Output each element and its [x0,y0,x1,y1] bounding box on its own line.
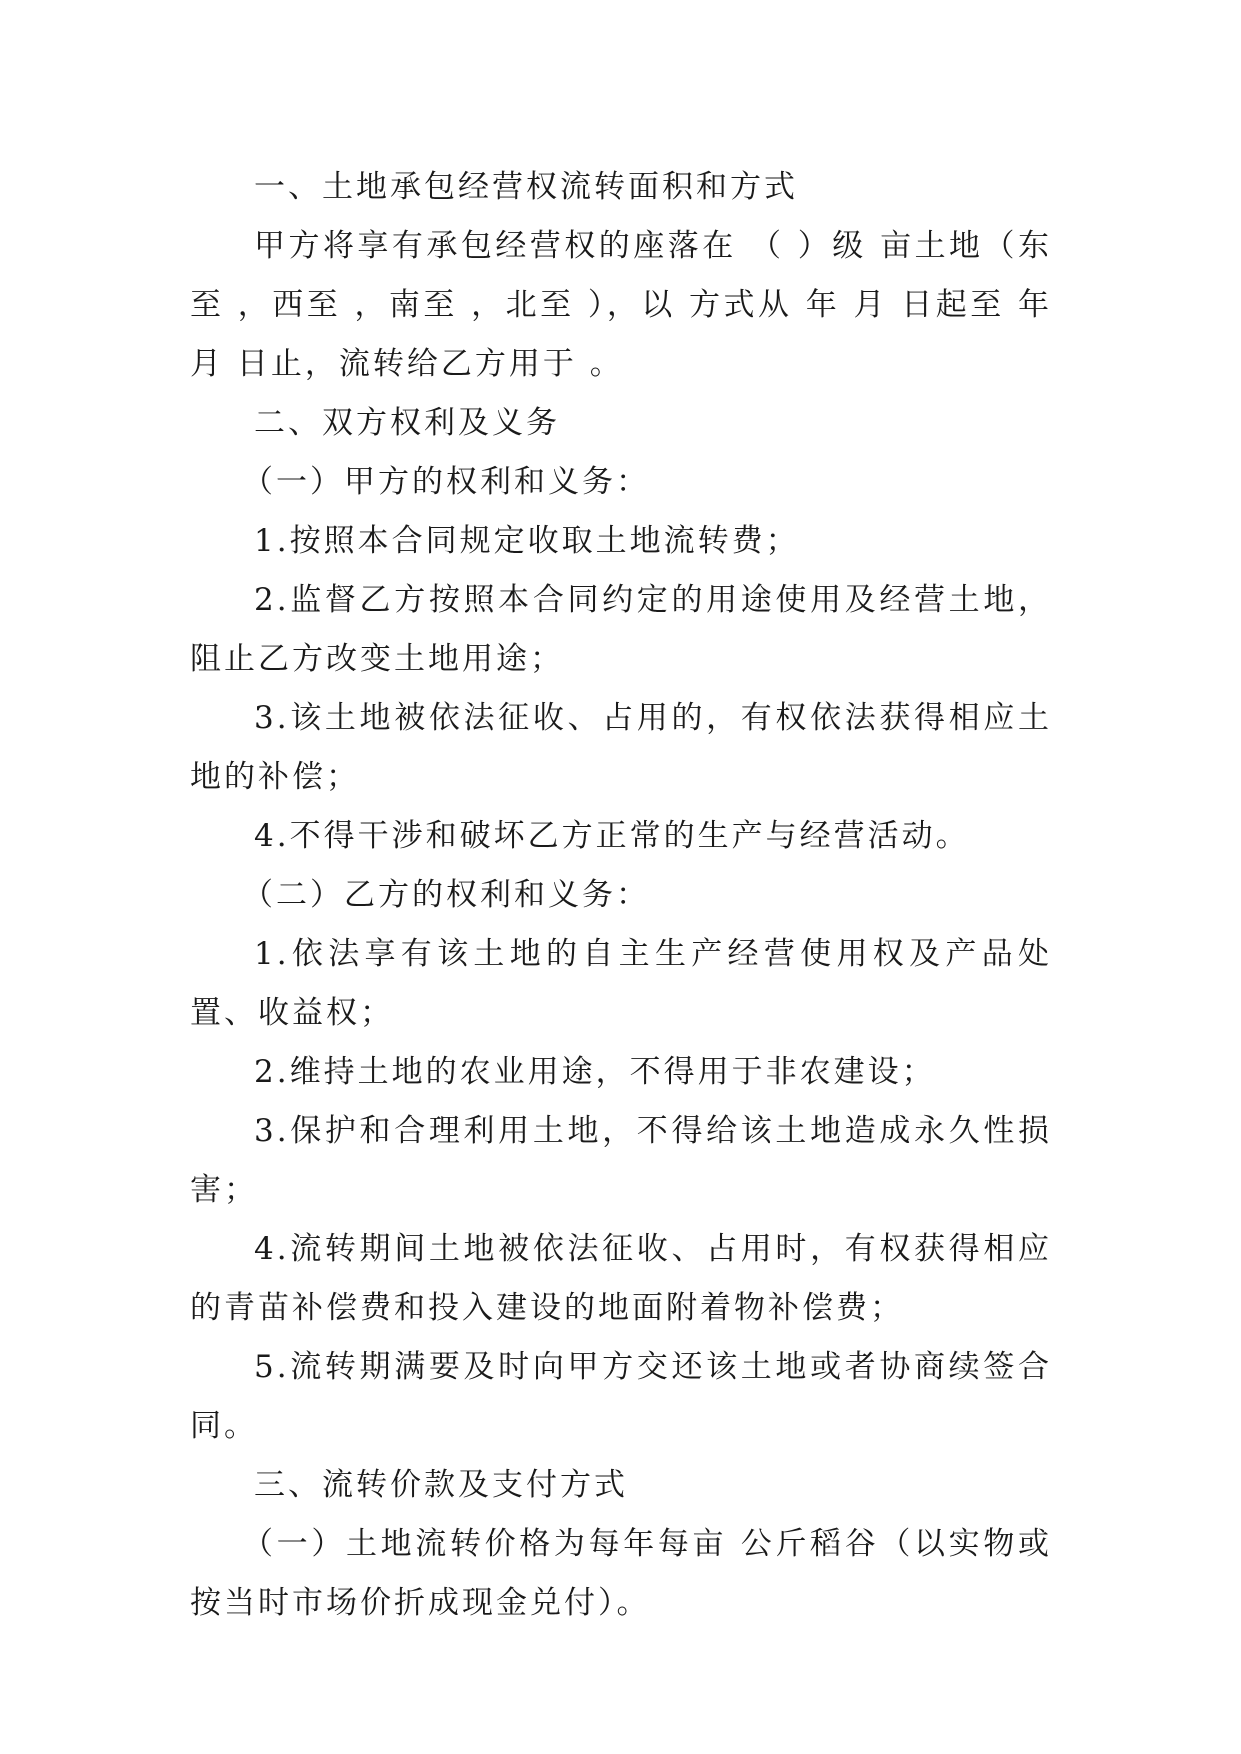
list-item-party-b-2: 2.维持土地的农业用途，不得用于非农建设； [254,1054,936,1090]
list-item-party-b-3: 3.保护和合理利用土地，不得给该土地造成永久性损害； [190,1113,1052,1208]
section-heading-1: 一、土地承包经营权流转面积和方式 [254,169,798,205]
list-item-party-a-4: 4.不得干涉和破坏乙方正常的生产与经营活动。 [254,818,970,854]
list-item-party-b-5: 5.流转期满要及时向甲方交还该土地或者协商续签合同。 [190,1349,1052,1444]
list-item-party-b-1: 1.依法享有该土地的自主生产经营使用权及产品处置、收益权； [190,936,1052,1031]
section-heading-3: 三、流转价款及支付方式 [254,1467,628,1503]
section-heading-2: 二、双方权利及义务 [254,405,560,441]
list-item-party-a-1: 1.按照本合同规定收取土地流转费； [254,523,800,559]
paragraph-area-and-method: 甲方将享有承包经营权的座落在 （ ）级 亩土地（东至 ，西至 ，南至 ，北至 ），以 方式从 年 月 日起至 年 月 日止，流转给乙方用于 。 [190,228,1052,382]
subsection-heading-party-b: （二）乙方的权利和义务： [242,877,650,913]
list-item-party-a-3: 3.该土地被依法征收、占用的，有权依法获得相应土地的补偿； [190,700,1052,795]
document-body [190,158,1052,1633]
list-item-party-a-2: 2.监督乙方按照本合同约定的用途使用及经营土地，阻止乙方改变土地用途； [190,582,1052,677]
list-item-party-b-4: 4.流转期间土地被依法征收、占用时，有权获得相应的青苗补偿费和投入建设的地面附着物补偿费； [190,1231,1052,1326]
subsection-heading-party-a: （一）甲方的权利和义务： [242,464,650,500]
paragraph-price: （一）土地流转价格为每年每亩 公斤稻谷（以实物或按当时市场价折成现金兑付）。 [190,1526,1052,1621]
